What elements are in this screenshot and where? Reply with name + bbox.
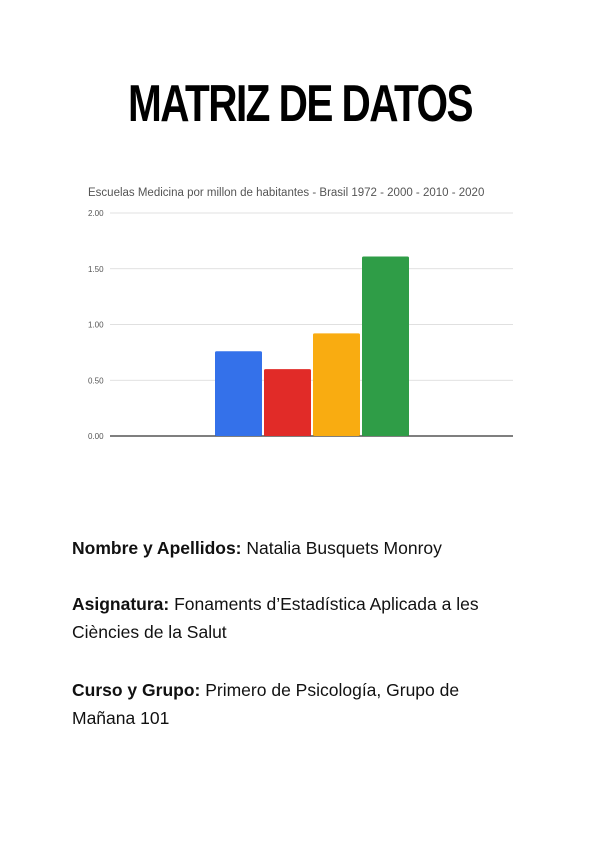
y-tick-label: 2.00 — [88, 209, 104, 218]
bar-chart — [80, 178, 520, 448]
chart-bars — [215, 256, 409, 436]
chart-svg — [80, 178, 520, 448]
course-value: Primero de Psicología, Grupo de Mañana 101 — [72, 680, 460, 728]
y-tick-label: 0.00 — [88, 432, 104, 441]
name-label: Nombre y Apellidos: — [72, 538, 242, 558]
student-name-line — [72, 534, 522, 562]
course-label: Curso y Grupo: — [72, 680, 201, 700]
y-tick-label: 1.50 — [88, 264, 104, 274]
bar-1972 — [215, 351, 262, 436]
y-tick-label: 1.00 — [88, 320, 104, 330]
bar-2010 — [313, 333, 360, 436]
course-group-line — [72, 676, 522, 732]
y-tick-label: 0.50 — [88, 376, 104, 386]
subject-line — [72, 590, 522, 646]
name-value: Natalia Busquets Monroy — [246, 538, 442, 558]
chart-title: Escuelas Medicina por millon de habitantes - Brasil 1972 - 2000 - 2010 - 2020 — [88, 187, 485, 199]
document-title: MATRIZ DE DATOS — [128, 75, 472, 133]
bar-2000 — [264, 369, 311, 436]
subject-value: Fonaments d’Estadística Aplicada a les Ciències de la Salut — [72, 594, 479, 642]
subject-label: Asignatura: — [72, 594, 170, 614]
bar-2020 — [362, 256, 409, 436]
